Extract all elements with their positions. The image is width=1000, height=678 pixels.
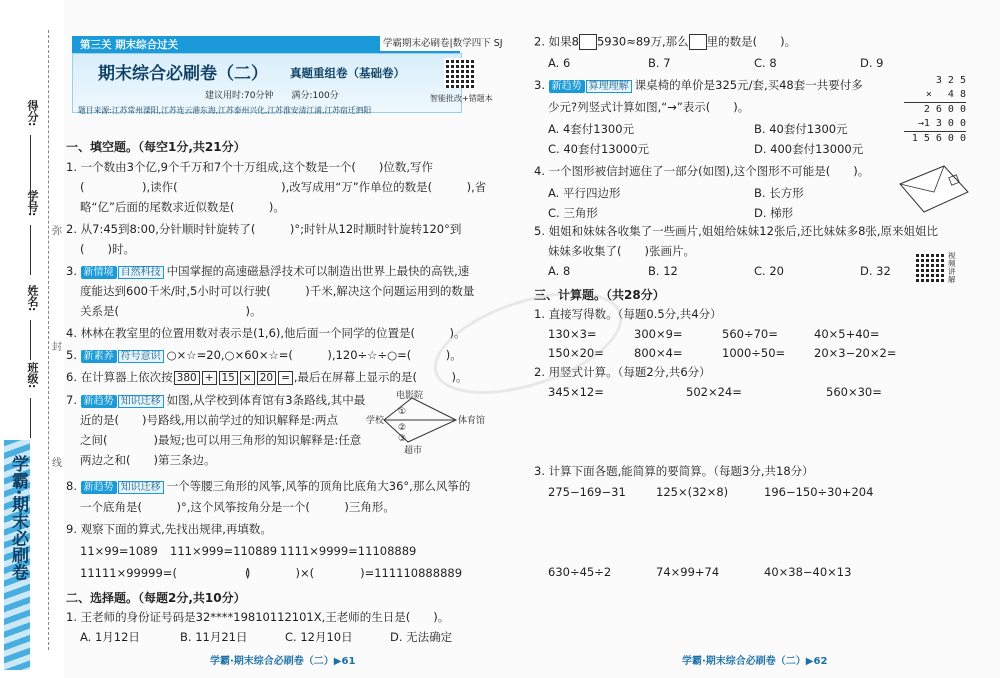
q5-text: ○×☆=20,○×60×☆=( ),120÷☆÷○=( )。: [166, 348, 462, 362]
source-line: 题目来源:江苏常州溧阳,江苏连云港东海,江苏泰州兴化,江苏淮安清江浦,江苏宿迁泗阳: [78, 106, 372, 115]
c3-tag2: 算理理解: [586, 80, 632, 93]
name-line: [30, 320, 31, 360]
c2-blank-1: [579, 34, 597, 50]
envelope-figure: [896, 162, 972, 216]
c3-opt-d: D. 400套付13000元: [754, 142, 864, 156]
q7-line-1: 7. 新趋势 知识迁移 如图,从学校到体育馆有3条路线,其中最: [66, 393, 366, 407]
q1-line-1: 1. 一个数由3个亿,9个千万和7个十万组成,这个数是一个( )位数,写作: [66, 160, 434, 174]
q1-line-3: 略“亿”后面的尾数求近似数是( )。: [80, 200, 285, 214]
q3-tag: 新情境: [81, 266, 117, 279]
c3-line-2: 少元?列竖式计算如图,“→”表示( )。: [548, 100, 750, 114]
c5-opt-c: C. 20: [754, 264, 784, 278]
c5-opt-d: D. 32: [860, 264, 891, 278]
q7-tag: 新趋势: [81, 395, 117, 408]
seal-char-2: 封: [52, 342, 62, 353]
class-label: 班级:: [26, 362, 39, 389]
c1-opt-b: B. 11月21日: [180, 630, 248, 644]
q6-post: ,最后在屏幕上显示的是( )。: [293, 370, 468, 384]
seal-char-1: 弥: [52, 226, 62, 237]
c2-question: [534, 34, 796, 50]
q6-pre: 6. 在计算器上依次按: [66, 370, 173, 384]
vmul-row-5: 1 5 6 0 0: [911, 133, 966, 144]
key-1: 380: [174, 371, 200, 385]
c1-opt-c: C. 12月10日: [285, 630, 353, 644]
c3-opt-b: B. 40套付1300元: [754, 122, 848, 136]
q7-text: 如图,从学校到体育馆有3条路线,其中最: [166, 393, 366, 407]
video-qr: [914, 252, 944, 282]
q9-eq-c: 1111×9999=11108889: [280, 544, 417, 558]
c2-pre: 2. 如果8: [534, 34, 579, 49]
q8-text: 一个等腰三角形的风筝,风筝的顶角比底角大36°,那么风筝的: [166, 479, 471, 493]
vertical-multiplication: [904, 74, 966, 146]
k1-item-5: 150×20=: [548, 346, 604, 360]
key-5: 20: [257, 371, 276, 385]
q3-text: 中国掌握的高速磁悬浮技术可以制造出世界上最快的高铁,速: [166, 264, 470, 278]
qr-caption: 智能批改+错题本: [430, 94, 493, 103]
section-3-title: 三、计算题。（共28分）: [534, 288, 665, 302]
q8-tag2: 知识迁移: [118, 481, 164, 494]
q3-tag2: 自然科技: [118, 266, 164, 279]
vmul-row-1: 3 2 5: [935, 75, 966, 86]
map-school: 学校: [366, 416, 385, 426]
q7-tag2: 知识迁移: [118, 395, 164, 408]
qr-code: [444, 58, 474, 88]
map-route-1: ①: [398, 407, 407, 417]
k2-item-2: 502×24=: [686, 385, 742, 399]
c3-text: 课桌椅的单价是325元/套,买48套一共要付多: [634, 78, 863, 92]
seal-char-3: 线: [52, 458, 62, 469]
c1-opt-a: A. 1月12日: [80, 630, 140, 644]
c2-blank-2: [689, 34, 707, 50]
q9-line-1: 9. 观察下面的算式,先找出规律,再填数。: [66, 522, 272, 536]
video-caption-2: 频: [948, 259, 956, 268]
q2-line-2: ( )时。: [80, 242, 135, 256]
q8-line-2: 一个底角是( )°,这个风筝按角分是一个( )三角形。: [80, 500, 395, 514]
c4-opt-a: A. 平行四边形: [548, 186, 621, 200]
video-caption-4: 解: [948, 275, 956, 284]
c4-question: 4. 一个图形被信封遮住了一部分(如图),这个图形不可能是( )。: [534, 164, 870, 178]
k1-item-8: 20×3−20×2=: [814, 346, 897, 360]
series-bar-text: 第三关 期末综合过关: [80, 39, 179, 51]
q8-tag: 新趋势: [81, 481, 117, 494]
exam-subtitle: 真题重组卷（基础卷）: [290, 66, 405, 80]
c5-line-1: 5. 姐姐和妹妹各收集了一些画片,姐姐给妹妹12张后,还比妹妹多8张,原来姐姐比: [534, 224, 939, 238]
k1-item-4: 40×5+40=: [814, 327, 880, 341]
section-2-title: 二、选择题。（每题2分,共10分）: [66, 591, 246, 605]
k3-title: 3. 计算下面各题,能简算的要简算。（每题3分,共18分）: [534, 464, 814, 478]
vmul-row-4: →1 3 0 0: [904, 117, 966, 132]
c2-opt-b: B. 7: [648, 56, 671, 70]
right-footer: 学霸·期末综合必刷卷（二）▶62: [682, 656, 828, 667]
map-route-3: ③: [398, 434, 407, 444]
c5-opt-a: A. 8: [548, 264, 571, 278]
seal-line: [48, 30, 49, 650]
vmul-row-2: × 4 8: [904, 88, 966, 103]
k3-item-1: 275−169−31: [548, 485, 626, 499]
c3-opt-c: C. 40套付13000元: [548, 142, 650, 156]
map-gym: 体育馆: [458, 416, 486, 426]
c2-mid: 5930≈89万,那么: [596, 34, 689, 49]
c5-line-2: 妹妹多收集了( )张画片。: [548, 244, 695, 258]
q3-line-3: 关系是( )。: [80, 304, 262, 318]
k1-title: 1. 直接写得数。（每题0.5分,共4分）: [534, 307, 722, 321]
name-label: 姓名:: [26, 285, 39, 312]
q1-line-2: ( ),读作( ),改写成用“万”作单位的数是( ),省: [80, 180, 487, 194]
map-route-2: ②: [398, 423, 407, 433]
k2-item-1: 345×12=: [548, 385, 604, 399]
q9-eq-d: 11111×99999=( ): [80, 566, 251, 580]
k1-item-2: 300×9=: [634, 327, 683, 341]
key-6: =: [278, 371, 293, 385]
k3-item-4: 630÷45÷2: [548, 565, 612, 579]
q7-line-2: 近的是( )号路线,用以前学过的知识解释是:两点: [80, 413, 339, 427]
video-caption: [948, 252, 958, 284]
c2-opt-d: D. 9: [860, 56, 884, 70]
k1-item-1: 130×3=: [548, 327, 597, 341]
q4: 4. 林林在教室里的位置用数对表示是(1,6),他后面一个同学的位置是( )。: [66, 326, 466, 340]
key-2: +: [202, 371, 217, 385]
c1-question: 1. 王老师的身份证号码是32****19810112101X,王老师的生日是( )。: [66, 610, 450, 624]
k3-item-6: 40×38−40×13: [764, 565, 852, 579]
c2-post: 里的数是( )。: [706, 34, 797, 49]
exam-title: 期末综合必刷卷（二）: [98, 64, 268, 84]
k3-item-5: 74×99+74: [656, 565, 720, 579]
q9-eq-b: 111×999=110889: [170, 544, 278, 558]
q8-line-1: 8. 新趋势 知识迁移 一个等腰三角形的风筝,风筝的顶角比底角大36°,那么风筝的: [66, 479, 471, 493]
k2-title: 2. 用竖式计算。（每题2分,共6分）: [534, 365, 711, 379]
c4-opt-d: D. 梯形: [754, 206, 794, 220]
section-1-title: 一、填空题。（每空1分,共21分）: [66, 140, 246, 154]
id-line: [30, 225, 31, 275]
vmul-row-3: 2 6 0 0: [923, 104, 966, 115]
c2-opt-a: A. 6: [548, 56, 571, 70]
score-label: 得分:: [26, 100, 39, 127]
left-footer: 学霸·期末综合必刷卷（二）▶61: [210, 656, 356, 667]
c1-opt-d: D. 无法确定: [390, 630, 453, 644]
k3-item-3: 196−150÷30+204: [764, 485, 874, 499]
q5-tag: 新素养: [81, 350, 117, 363]
c3-opt-a: A. 4套付1300元: [548, 122, 635, 136]
c5-opt-b: B. 12: [648, 264, 678, 278]
key-4: ×: [240, 371, 255, 385]
q3-line-1: 3. 新情境 自然科技 中国掌握的高速磁悬浮技术可以制造出世界上最快的高铁,速: [66, 264, 470, 278]
q7-line-4: 两边之和( )第三条边。: [80, 453, 216, 467]
q2-line-1: 2. 从7:45到8:00,分针顺时针旋转了( )°;时针从12时顺时针旋转120°到: [66, 222, 462, 236]
c3-line-1: 3. 新趋势 算理理解 课桌椅的单价是325元/套,买48套一共要付多: [534, 78, 863, 92]
c4-opt-b: B. 长方形: [754, 186, 804, 200]
brand-logo: 学霸·期末必刷卷: [8, 455, 28, 581]
q5-tag2: 符号意识: [118, 350, 164, 363]
map-cinema: 电影院: [396, 391, 424, 401]
c2-opt-c: C. 8: [754, 56, 777, 70]
map-market: 超市: [404, 446, 423, 456]
class-line: [30, 398, 31, 438]
video-caption-1: 视: [948, 251, 956, 260]
k1-item-6: 800×4=: [634, 346, 683, 360]
c3-tag: 新趋势: [549, 80, 585, 93]
c4-opt-c: C. 三角形: [548, 206, 598, 220]
k2-item-3: 560×30=: [826, 385, 882, 399]
q3-line-2: 度能达到600千米/时,5小时可以行驶( )千米,解决这个问题运用到的数量: [80, 284, 475, 298]
video-caption-3: 讲: [948, 267, 956, 276]
top-right-series: 学霸期末必刷卷|数学四下 SJ: [380, 36, 503, 51]
q7-line-3: 之间( )最短;也可以用三角形的知识解释是:任意: [80, 433, 362, 447]
id-label: 学号:: [26, 190, 39, 217]
key-3: 15: [219, 371, 238, 385]
q6: [66, 370, 468, 385]
q9-eq-a: 11×99=1089: [80, 544, 158, 558]
q9-eq-e: ( )×( )=111110888889: [245, 566, 463, 580]
q5: 5. 新素养 符号意识 ○×☆=20,○×60×☆=( ),120÷☆÷○=( )。: [66, 348, 462, 362]
envelope-outline: [900, 166, 968, 212]
time-score: 建议用时:70分钟 满分:100分: [205, 91, 339, 101]
k1-item-3: 560÷70=: [722, 327, 778, 341]
k1-item-7: 1000÷50=: [722, 346, 786, 360]
k3-item-2: 125×(32×8): [656, 485, 729, 499]
